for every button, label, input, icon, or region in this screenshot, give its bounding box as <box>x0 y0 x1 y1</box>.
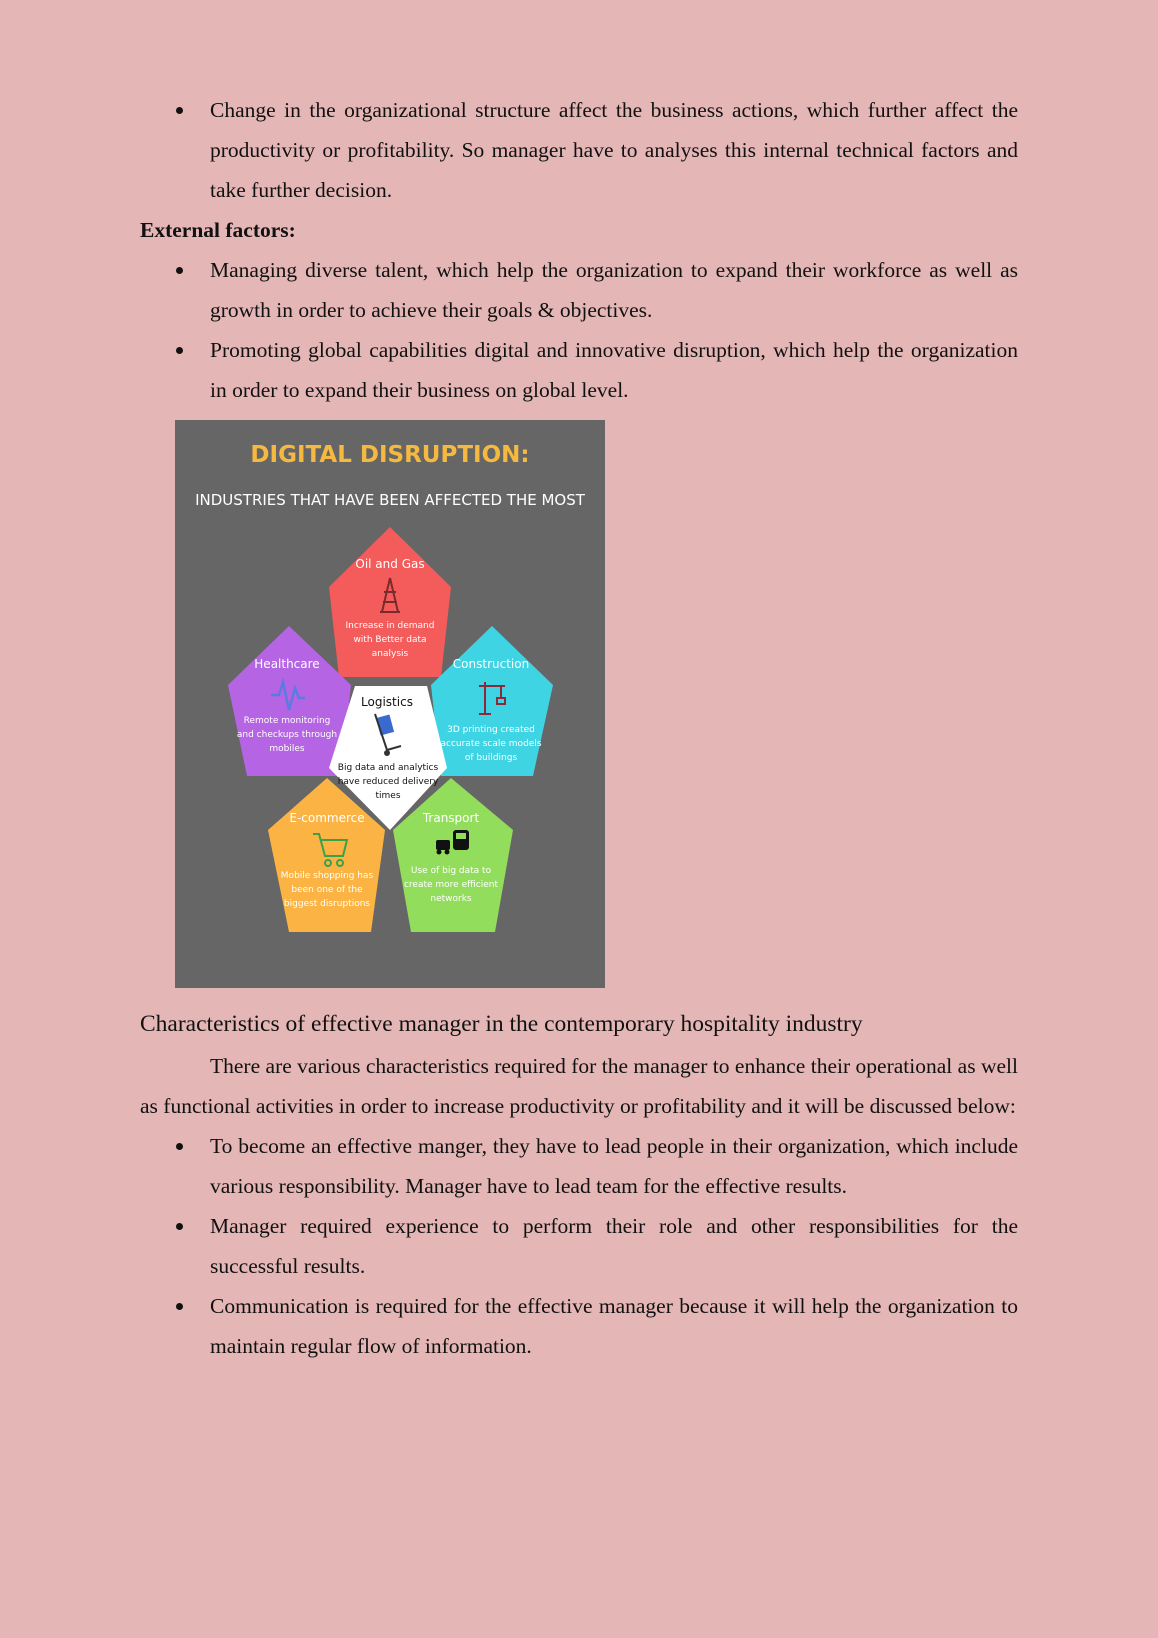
list-item <box>140 1126 1018 1206</box>
construction-desc-line: accurate scale models <box>440 739 542 749</box>
transport-desc-line: networks <box>430 894 472 904</box>
oil-gas-desc-line: analysis <box>371 649 409 659</box>
transport-desc-line: create more efficient <box>403 880 499 890</box>
external-bullet-list <box>140 250 1018 410</box>
bullet-text: Change in the organizational structure affect the business actions, which further affect the productivity or profitability. So manager have to analyses this internal technical factors and take further decision. <box>210 98 1018 202</box>
bullet-text: Managing diverse talent, which help the organization to expand their workforce as well as growth in order to achieve their goals & objectives. <box>210 258 1018 322</box>
intro-bullet-list <box>140 90 1018 210</box>
logistics-desc-line: Big data and analytics <box>337 763 439 773</box>
logistics-label: Logistics <box>361 695 413 709</box>
logistics-desc-line: times <box>375 791 401 801</box>
transport-label: Transport <box>422 811 480 825</box>
healthcare-desc-line: and checkups through <box>236 730 338 740</box>
infographic-title: DIGITAL DISRUPTION: <box>250 442 530 468</box>
section-paragraph: There are various characteristics required for the manager to enhance their operational as well as functional activities in order to increase productivity or profitability and it will be discussed below: <box>140 1054 1018 1118</box>
ecommerce-label: E-commerce <box>289 811 365 825</box>
bullet-text: Communication is required for the effective manager because it will help the organization to maintain regular flow of information. <box>210 1294 1018 1358</box>
bullet-icon <box>176 107 183 114</box>
bullet-icon <box>176 1303 183 1310</box>
bullet-text: Promoting global capabilities digital and innovative disruption, which help the organization in order to expand their business on global level. <box>210 338 1018 402</box>
bullet-icon <box>176 1223 183 1230</box>
ecommerce-desc-line: been one of the <box>291 885 363 895</box>
list-item <box>140 90 1018 210</box>
list-item <box>140 1206 1018 1286</box>
ecommerce-desc-line: biggest disruptions <box>283 899 371 909</box>
external-factors-heading: External factors: <box>140 218 296 242</box>
infographic-subtitle: INDUSTRIES THAT HAVE BEEN AFFECTED THE MOST <box>195 491 585 509</box>
healthcare-desc-line: mobiles <box>269 744 305 754</box>
oil-gas-desc-line: with Better data <box>353 635 427 645</box>
bullet-text: Manager required experience to perform their role and other responsibilities for the successful results. <box>210 1214 1018 1278</box>
healthcare-label: Healthcare <box>254 657 320 671</box>
bullet-icon <box>176 347 183 354</box>
construction-desc-line: of buildings <box>464 753 518 763</box>
logistics-desc-line: have reduced delivery <box>337 777 439 787</box>
list-item <box>140 250 1018 330</box>
transport-desc-line: Use of big data to <box>410 866 492 876</box>
oil-gas-label: Oil and Gas <box>355 557 425 571</box>
bullet-icon <box>176 267 183 274</box>
document-page <box>140 90 1018 1366</box>
construction-label: Construction <box>452 657 530 671</box>
construction-desc-line: 3D printing created <box>447 725 535 735</box>
list-item <box>140 1286 1018 1366</box>
section-heading: Characteristics of effective manager in the contemporary hospitality industry <box>140 1011 863 1037</box>
list-item <box>140 330 1018 410</box>
characteristics-bullet-list <box>140 1126 1018 1366</box>
bullet-text: To become an effective manger, they have to lead people in their organization, which include various responsibility. Manager have to lead team for the effective results. <box>210 1134 1018 1198</box>
healthcare-desc-line: Remote monitoring <box>243 716 331 726</box>
bullet-icon <box>176 1143 183 1150</box>
oil-gas-desc-line: Increase in demand <box>345 621 435 631</box>
digital-disruption-infographic <box>175 420 605 988</box>
ecommerce-desc-line: Mobile shopping has <box>280 871 374 881</box>
